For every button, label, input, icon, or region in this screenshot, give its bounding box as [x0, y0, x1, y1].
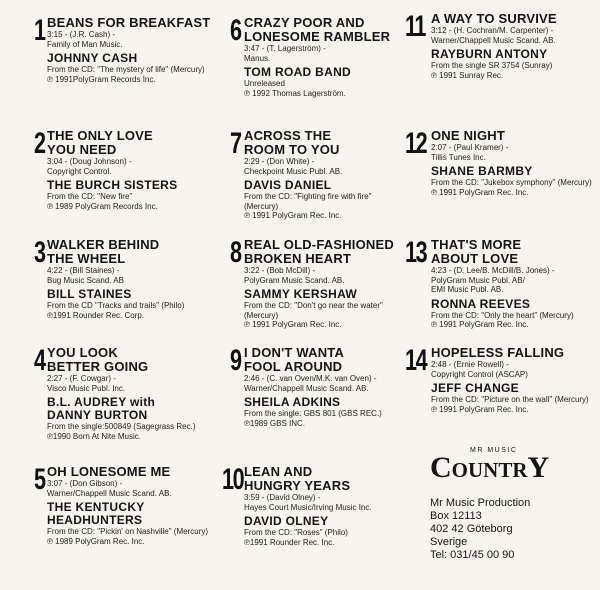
- track-title-line: FOOL AROUND: [244, 359, 343, 374]
- track-credit-line: Hayes Court Music/Irving Music Inc.: [244, 502, 372, 512]
- track-credit-line: EMI Music Publ. AB.: [431, 285, 504, 294]
- track-info-line: ℗ 1991 Sunray Rec.: [431, 70, 504, 80]
- track-title-line: CRAZY POOR AND: [244, 15, 365, 30]
- track-artist-line: HEADHUNTERS: [47, 513, 143, 527]
- track-info-line: ℗ 1991 PolyGram Rec. Inc.: [431, 187, 529, 197]
- track-artist-line: THE KENTUCKY: [47, 500, 145, 514]
- track-number: 5: [34, 463, 45, 496]
- track-title-line: YOU LOOK: [47, 345, 118, 360]
- address-block: [430, 497, 530, 562]
- track-credit-line: 3:07 - (Don Gibson) -: [47, 479, 123, 488]
- track-credit-line: Warner/Chappell Music Scand. AB.: [431, 35, 556, 45]
- track-info-line: From the CD: "Don't go near the water": [244, 301, 383, 310]
- track-credit-line: 3:15 - (J.R. Cash) -: [47, 30, 116, 39]
- track-credit-line: Warner/Chappell Music Scand. AB.: [244, 383, 369, 393]
- track-info-line: ℗ 1991 PolyGram Rec. Inc.: [244, 320, 342, 329]
- track-info-line: ℗ 1991PolyGram Records Inc.: [47, 74, 156, 84]
- track-artist-line: JEFF CHANGE: [431, 381, 519, 395]
- track-info-line: ℗1990 Born At Nite Music.: [47, 431, 141, 441]
- track-info-line: ℗ 1991 PolyGram Rec. Inc.: [244, 211, 342, 220]
- track-credit-line: 2:07 - (Paul Kramer) -: [431, 143, 509, 152]
- track-info-line: Unreleased: [244, 79, 285, 88]
- track-number: 2: [34, 127, 45, 160]
- track-details: [244, 16, 390, 98]
- track-details: [431, 346, 589, 414]
- track-artist-line: SHEILA ADKINS: [244, 395, 341, 409]
- track-number: 7: [230, 127, 241, 160]
- track-details: [47, 129, 177, 211]
- track-artist-line: DANNY BURTON: [47, 408, 148, 422]
- track-details: [47, 346, 196, 441]
- track-artist-line: TOM ROAD BAND: [244, 65, 352, 79]
- logo-small-text: MR MUSIC: [470, 447, 518, 454]
- track-number: 14: [405, 344, 427, 377]
- track-number: 13: [405, 236, 427, 269]
- track-info-line: From the CD: "Jukebox symphony" (Mercury): [431, 178, 592, 187]
- track-info-line: From the CD: "Picture on the wall" (Mercury): [431, 395, 589, 404]
- address-line: Tel: 031/45 00 90: [430, 549, 515, 561]
- track-details: [244, 465, 372, 547]
- track-title-line: ACROSS THE: [244, 128, 332, 143]
- track-title-line: ONE NIGHT: [431, 128, 506, 143]
- track-title-line: YOU NEED: [47, 142, 117, 157]
- track-artist-line: RAYBURN ANTONY: [431, 47, 548, 61]
- track-credit-line: Copyright Control (ASCAP): [431, 369, 528, 379]
- logo-main-ountr: OUNTR: [451, 458, 528, 482]
- track-info-line: ℗ 1991 PolyGram Rec. Inc.: [431, 320, 529, 329]
- track-info-line: ℗ 1989 PolyGram Rec. Inc.: [47, 536, 145, 546]
- address-line: Mr Music Production: [430, 497, 531, 509]
- track-credit-line: 3:59 - (David Olney) -: [244, 493, 321, 502]
- track-info-line: From the CD: "Only the heart" (Mercury): [431, 310, 574, 320]
- track-info-line: From the CD: "Roses" (Philo): [244, 528, 348, 537]
- track-title-line: HOPELESS FALLING: [431, 345, 565, 360]
- track-number: 12: [405, 127, 427, 160]
- track-info-line: From the CD: "The mystery of life" (Mercury): [47, 65, 205, 74]
- track-credit-line: PolyGram Music Publ. AB/: [431, 275, 525, 285]
- logo-main-text: [430, 453, 549, 485]
- track-info-line: ℗ 1991 PolyGram Rec. Inc.: [431, 404, 529, 414]
- track-title-line: I DON'T WANTA: [244, 345, 345, 360]
- track-credit-line: 2:46 - (C. van Oven/M.K. van Oven) -: [244, 374, 377, 383]
- track-title-line: LONESOME RAMBLER: [244, 29, 391, 44]
- track-title-line: THE WHEEL: [47, 251, 126, 266]
- track-credit-line: 4:23 - (D. Lee/B. McDill/B. Jones) -: [431, 266, 555, 275]
- track-number: 6: [230, 14, 241, 47]
- track-artist-line: THE BURCH SISTERS: [47, 178, 178, 192]
- track-artist-line: RONNA REEVES: [431, 296, 531, 311]
- track-credit-line: 3:47 - (T. Lagerström) -: [244, 44, 326, 53]
- track-details: [244, 238, 394, 330]
- track-credit-line: Checkpoint Music Publ. AB.: [244, 166, 343, 176]
- track-credit-line: Manus.: [244, 53, 271, 63]
- track-number: 8: [230, 236, 241, 269]
- track-number: 11: [405, 10, 425, 43]
- track-title-line: HUNGRY YEARS: [244, 478, 351, 493]
- track-credit-line: 3:04 - (Doug Johnson) -: [47, 157, 132, 166]
- track-info-line: ℗1989 GBS INC.: [244, 418, 306, 428]
- track-title-line: REAL OLD-FASHIONED: [244, 237, 394, 252]
- track-info-line: From the single: GBS 801 (GBS REC.): [244, 409, 382, 418]
- track-title-line: THAT'S MORE: [431, 237, 522, 252]
- track-details: [431, 238, 574, 330]
- track-info-line: ℗1991 Rounder Rec. Inc.: [244, 537, 335, 547]
- track-credit-line: 4:22 - (Bill Staines) -: [47, 266, 120, 275]
- track-artist-line: DAVIS DANIEL: [244, 178, 332, 192]
- track-artist-line: DAVID OLNEY: [244, 514, 329, 528]
- track-artist-line: BILL STAINES: [47, 287, 132, 301]
- track-info-line: ℗ 1992 Thomas Lagerström.: [244, 88, 346, 98]
- track-artist-line: SAMMY KERSHAW: [244, 287, 358, 301]
- track-artist-line: JOHNNY CASH: [47, 51, 138, 65]
- address-line: Sverige: [430, 536, 468, 548]
- track-info-line: From the CD "Tracks and trails" (Philo): [47, 301, 185, 310]
- track-details: [431, 129, 592, 197]
- track-title-line: BEANS FOR BREAKFAST: [47, 15, 211, 30]
- track-info-line: From the CD: "Fighting fire with fire": [244, 192, 372, 201]
- track-number: 10: [222, 463, 244, 496]
- track-details: [431, 12, 557, 80]
- track-credit-line: 2:29 - (Don White) -: [244, 157, 315, 166]
- track-info-line: From the single:500849 (Sagegrass Rec.): [47, 422, 196, 431]
- logo-main-y: Y: [527, 451, 550, 484]
- track-details: [244, 346, 382, 428]
- track-details: [47, 465, 208, 546]
- track-info-line: From the CD: "Pickin' on Nashville" (Mercury): [47, 527, 209, 536]
- track-title-line: ABOUT LOVE: [431, 251, 519, 266]
- track-title-line: BROKEN HEART: [244, 251, 352, 266]
- track-credit-line: 3:22 - (Bob McDill) -: [244, 266, 316, 275]
- track-credit-line: 2:27 - (F. Cowgar) -: [47, 374, 116, 383]
- track-credit-line: 3:12 - (H. Cochran/M. Carpenter) -: [431, 26, 554, 35]
- track-title-line: WALKER BEHIND: [47, 237, 160, 252]
- track-credit-line: Warner/Chappell Music Scand. AB.: [47, 488, 172, 498]
- track-number: 4: [34, 344, 45, 377]
- track-info-line: (Mercury): [244, 310, 279, 320]
- track-number: 1: [34, 14, 45, 47]
- track-title-line: LEAN AND: [244, 464, 313, 479]
- track-title-line: OH LONESOME ME: [47, 464, 171, 479]
- track-title-line: A WAY TO SURVIVE: [431, 11, 557, 26]
- track-info-line: ℗ 1989 PolyGram Records Inc.: [47, 201, 158, 211]
- address-line: 402 42 Göteborg: [430, 523, 513, 535]
- track-number: 9: [230, 344, 241, 377]
- track-credit-line: Family of Man Music.: [47, 39, 123, 49]
- track-info-line: From the single SR 3754 (Sunray): [431, 61, 553, 70]
- track-details: [244, 129, 372, 221]
- track-credit-line: Copyright Control.: [47, 166, 112, 176]
- logo-main-c: C: [430, 451, 452, 484]
- track-credit-line: PolyGram Music Scand. AB.: [244, 275, 345, 285]
- track-credit-line: Visco Music Publ. Inc.: [47, 383, 126, 393]
- track-number: 3: [34, 236, 45, 269]
- track-title-line: ROOM TO YOU: [244, 142, 340, 157]
- track-info-line: From the CD: "New fire": [47, 192, 133, 201]
- track-artist-line: SHANE BARMBY: [431, 164, 533, 178]
- track-title-line: THE ONLY LOVE: [47, 128, 153, 143]
- track-credit-line: Tillis Tunes Inc.: [431, 152, 486, 162]
- address-line: Box 12113: [430, 510, 482, 522]
- track-title-line: BETTER GOING: [47, 359, 149, 374]
- track-details: [47, 238, 184, 320]
- track-details: [47, 16, 210, 84]
- track-artist-line: B.L. AUDREY with: [47, 395, 156, 409]
- track-credit-line: 2:48 - (Ernie Rowell) -: [431, 360, 509, 369]
- track-info-line: (Mercury): [244, 201, 279, 211]
- track-info-line: ℗1991 Rounder Rec. Corp.: [47, 310, 145, 320]
- track-credit-line: Bug Music Scand. AB: [47, 275, 124, 285]
